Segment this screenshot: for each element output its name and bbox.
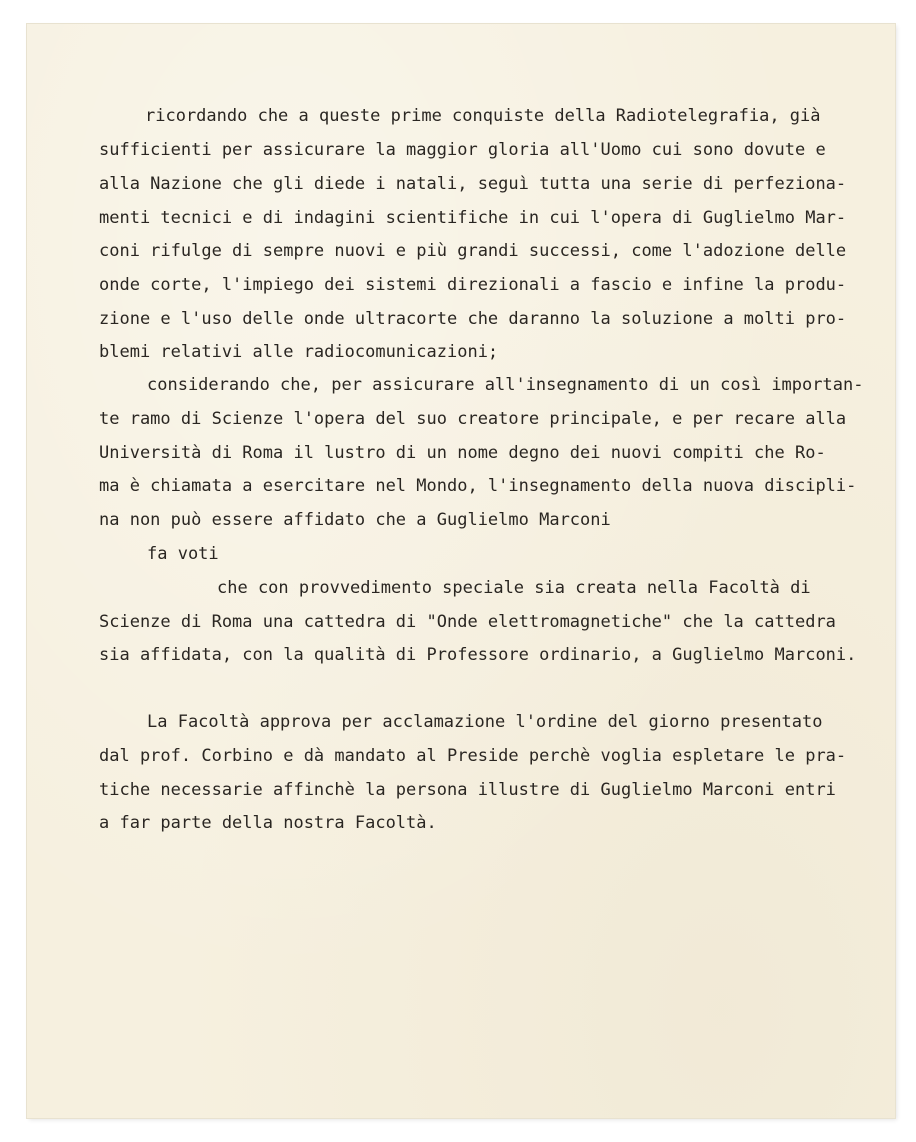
text-line: considerando che, per assicurare all'insegnamento di un così importan- [147,375,864,395]
text-line: blemi relativi alle radiocomunicazioni; [99,342,499,362]
text-line: tiche necessarie affinchè la persona illustre di Guglielmo Marconi entri [99,780,836,800]
text-line: ma è chiamata a esercitare nel Mondo, l'insegnamento della nuova discipli- [99,476,857,496]
text-line: fa voti [147,544,219,564]
document-body [27,24,864,833]
text-line: sia affidata, con la qualità di Professore ordinario, a Guglielmo Marconi. [99,645,857,665]
text-line: ricordando che a queste prime conquiste della Radiotelegrafia, già [145,106,821,126]
text-line: Università di Roma il lustro di un nome degno dei nuovi compiti che Ro- [99,443,826,463]
text-line: zione e l'uso delle onde ultracorte che daranno la soluzione a molti pro- [99,309,847,329]
text-line: sufficienti per assicurare la maggior gloria all'Uomo cui sono dovute e [99,140,826,160]
text-line: Scienze di Roma una cattedra di "Onde elettromagnetiche" che la cattedra [99,612,836,632]
text-line: menti tecnici e di indagini scientifiche in cui l'opera di Guglielmo Mar- [99,208,847,228]
text-line: dal prof. Corbino e dà mandato al Preside perchè voglia espletare le pra- [99,746,847,766]
text-line: te ramo di Scienze l'opera del suo creatore principale, e per recare alla [99,409,847,429]
text-line: a far parte della nostra Facoltà. [99,813,437,833]
text-line: coni rifulge di sempre nuovi e più grandi successi, come l'adozione delle [99,241,847,261]
text-line: che con provvedimento speciale sia creata nella Facoltà di [217,578,811,598]
text-line: onde corte, l'impiego dei sistemi direzionali a fascio e infine la produ- [99,275,847,295]
text-line: alla Nazione che gli diede i natali, seguì tutta una serie di perfeziona- [99,174,847,194]
text-line: na non può essere affidato che a Guglielmo Marconi [99,510,611,530]
document-page [27,24,895,1118]
text-line: La Facoltà approva per acclamazione l'ordine del giorno presentato [147,712,823,732]
